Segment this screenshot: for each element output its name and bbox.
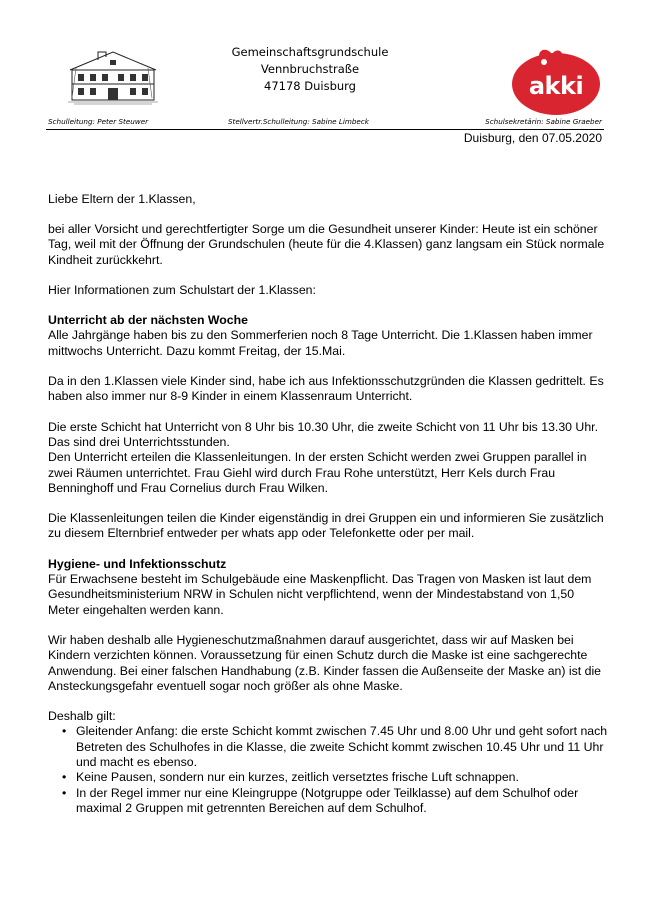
lessons-paragraph-2: Da in den 1.Klassen viele Kinder sind, habe ich aus Infektionsschutzgründen die Klassen gedrittelt. Es haben also immer nur 8-9 Kinder in einem Klassenraum Unterricht.: [48, 374, 604, 404]
deputy-name: Stellvertr.Schulleitung: Sabine Limbeck: [228, 117, 369, 126]
letter-body: [48, 222, 608, 816]
bullet-icon: •: [62, 724, 67, 739]
lessons-paragraph-4: Den Unterricht erteilen die Klassenleitungen. In der ersten Schicht werden zwei Gruppen parallel in zwei Räumen unterrichtet. Frau Giehl wird durch Frau Rohe unterstützt, Herr Kels durch Frau Benninghoff und Frau Cornelius durch Frau Wilken.: [48, 450, 587, 495]
info-paragraph: Hier Informationen zum Schulstart der 1.Klassen:: [48, 282, 316, 297]
school-name: Gemeinschaftsgrundschule: [231, 45, 389, 59]
lessons-paragraph-3: Die erste Schicht hat Unterricht von 8 Uhr bis 10.30 Uhr, die zweite Schicht von 11 Uhr bis 13.30 Uhr. Das sind drei Unterrichtsstunden.: [48, 419, 598, 449]
secretary-name: Schulsekretärin: Sabine Graeber: [485, 117, 602, 126]
lessons-paragraph-1: Alle Jahrgänge haben bis zu den Sommerferien noch 8 Tage Unterricht. Die 1.Klassen haben immer mittwochs Unterricht. Dazu kommt Freitag, der 15.Mai.: [48, 328, 593, 358]
list-item: [48, 724, 608, 770]
bullet-icon: •: [62, 770, 67, 785]
list-item: [48, 770, 608, 785]
list-item-text: Keine Pausen, sondern nur ein kurzes, zeitlich versetztes frische Luft schnappen.: [76, 770, 519, 785]
date-line: Duisburg, den 07.05.2020: [463, 131, 602, 145]
rules-list: [48, 724, 608, 816]
school-city: 47178 Duisburg: [264, 79, 356, 93]
bullet-icon: •: [62, 785, 67, 800]
list-item: [48, 786, 608, 817]
list-item-text: In der Regel immer nur eine Kleingruppe (Notgruppe oder Teilklasse) auf dem Schulhof oder maximal 2 Gruppen mit getrennten Bereichen auf dem Schulhof.: [76, 785, 579, 815]
school-building-logo: [68, 48, 158, 106]
school-street: Vennbruchstraße: [260, 62, 360, 76]
section-heading-lessons: Unterricht ab der nächsten Woche: [48, 313, 248, 328]
hygiene-paragraph-2: Wir haben deshalb alle Hygieneschutzmaßnahmen darauf ausgerichtet, dass wir auf Masken bei Kindern verzichten können. Voraussetzung für einen Schutz durch die Maske ist eine sachgerechte Anwendung. Bei einer falschen Handhabung (z.B. Kinder fassen die Außenseite der Maske an) ist die Ansteckungsgefahr eventuell sogar noch größer als ohne Maske.: [48, 632, 602, 693]
hygiene-paragraph-3: Deshalb gilt:: [48, 709, 116, 724]
hygiene-paragraph-1: Für Erwachsene besteht im Schulgebäude eine Maskenpflicht. Das Tragen von Masken ist laut dem Gesundheitsministerium NRW in Schulen nicht verpflichtend, wenn der Mindestabstand von 1,50 Meter eingehalten werden kann.: [48, 572, 592, 617]
principal-name: Schulleitung: Peter Steuwer: [48, 117, 149, 126]
lessons-paragraph-5: Die Klassenleitungen teilen die Kinder eigenständig in drei Gruppen ein und informieren Sie zusätzlich zu diesem Elternbrief entweder per whats app oder Telefonkette oder per mail.: [48, 511, 604, 541]
akki-logo: [510, 46, 602, 116]
header-divider: [46, 129, 604, 130]
list-item-text: Gleitender Anfang: die erste Schicht kommt zwischen 7.45 Uhr und 8.00 Uhr und geht sofort nach Betreten des Schulhofes in die Klasse, die zweite Schicht kommt zwischen 10.45 Uhr und 11 Uhr und macht es ebenso.: [76, 724, 608, 770]
akki-logo-text: akki: [528, 72, 584, 100]
section-heading-hygiene: Hygiene- und Infektionsschutz: [48, 556, 227, 571]
salutation: Liebe Eltern der 1.Klassen,: [48, 192, 196, 206]
intro-paragraph: bei aller Vorsicht und gerechtfertigter Sorge um die Gesundheit unserer Kinder: Heute ist ein schöner Tag, weil mit der Öffnung der Grundschulen (heute für die 4.Klassen) ganz langsam ein Stück normale Kindheit zurückkehrt.: [48, 222, 605, 267]
